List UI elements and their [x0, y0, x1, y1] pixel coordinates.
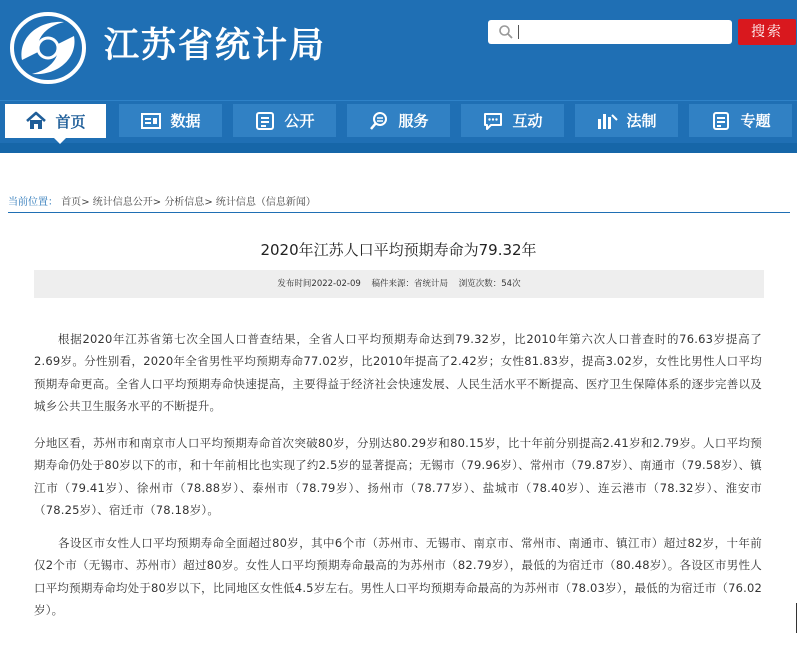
search-button[interactable]: 搜索 — [738, 19, 796, 45]
nav-bottom-strip — [0, 143, 797, 153]
nav-item-data[interactable] — [119, 104, 222, 137]
law-icon — [596, 111, 618, 131]
data-icon — [140, 111, 162, 131]
breadcrumb-item-stats-open[interactable]: 统计信息公开 — [92, 197, 153, 208]
search-input[interactable] — [518, 23, 718, 41]
nav-item-home[interactable] — [5, 104, 106, 138]
breadcrumb-separator: > — [204, 197, 216, 208]
article-title: 2020年江苏人口平均预期寿命为79.32年 — [260, 241, 537, 259]
article-paragraph: 分地区看，苏州市和南京市人口平均预期寿命首次突破80岁，分别达80.29岁和80.15岁，比十年前分别提高2.41岁和2.79岁。人口平均预期寿命仍处于80岁以下的市，和十年前相比也实现了约2.5岁的显著提高；无锡市（79.96岁）、常州市（79.87岁）、南通市（79.58岁）、镇江市（79.41岁）、徐州市（78.88岁）、泰州市（78.79岁）、扬州市（78.77岁）、盐城市（78.40岁）、连云港市（78.32岁）、淮安市（78.25岁）、宿迁市（78.18岁）。 — [34, 436, 762, 517]
nav-item-interact[interactable] — [461, 104, 564, 137]
breadcrumb-separator: > — [152, 197, 165, 208]
open-icon — [254, 111, 276, 131]
nav-item-topic[interactable] — [689, 104, 792, 137]
view-count: 浏览次数：54次 — [458, 279, 521, 289]
topic-icon — [710, 111, 732, 131]
breadcrumb — [8, 193, 316, 208]
breadcrumb-lead: 当前位置： — [8, 197, 58, 208]
chat-icon — [482, 111, 504, 131]
article-paragraph: 根据2020年江苏省第七次全国人口普查结果，全省人口平均预期寿命达到79.32岁，比2010年第六次人口普查时的76.63岁提高了2.69岁。分性别看，2020年全省男性平均预期寿命77.02岁，比2010年提高了2.42岁；女性81.83岁，提高3.02岁，女性比男性人口平均预期寿命更高。全省人口平均预期寿命快速提高，主要得益于经济社会快速发展、人民生活水平不断提高、医疗卫生保障体系的逐步完善以及城乡公共卫生服务水平的不断提升。 — [34, 332, 762, 413]
breadcrumb-item-home[interactable]: 首页 — [61, 197, 82, 208]
breadcrumb-separator: > — [81, 197, 93, 208]
stats-bureau-logo[interactable] — [8, 8, 88, 88]
breadcrumb-item-analysis[interactable]: 分析信息 — [164, 197, 205, 208]
home-icon — [25, 111, 47, 131]
nav-item-label: 数据 — [170, 112, 201, 130]
article-source: 稿件来源：省统计局 — [371, 279, 449, 289]
nav-item-label: 首页 — [55, 112, 86, 131]
nav-item-label: 法制 — [626, 112, 657, 130]
nav-item-label: 互动 — [512, 112, 543, 130]
nav-item-open[interactable] — [233, 104, 336, 137]
site-title: 江苏省统计局 — [104, 25, 327, 66]
site-header — [0, 0, 797, 100]
nav-item-label: 专题 — [740, 112, 771, 130]
search-box — [488, 20, 732, 44]
nav-active-pointer — [53, 137, 67, 144]
article-meta-bar — [34, 270, 764, 298]
article-paragraph: 各设区市女性人口平均预期寿命全面超过80岁，其中6个市（苏州市、无锡市、南京市、常州市、南通市、镇江市）超过82岁，十年前仅2个市（无锡市、苏州市）超过80岁。女性人口平均预期寿命最高的为苏州市（82.79岁），最低的为宿迁市（80.48岁）。各设区市男性人口平均预期寿命均处于80岁以下，比同地区女性低4.5岁左右。男性人口平均预期寿命最高的为苏州市（78.03岁），最低的为宿迁市（76.02岁）。 — [34, 536, 762, 617]
search-icon — [498, 24, 514, 40]
service-icon — [368, 111, 390, 131]
breadcrumb-divider — [8, 212, 790, 213]
nav-item-law[interactable] — [575, 104, 678, 137]
nav-item-label: 公开 — [284, 112, 315, 130]
text-caret — [518, 25, 519, 39]
breadcrumb-item-news[interactable]: 统计信息（信息新闻） — [215, 197, 316, 208]
publish-date: 发布时间2022-02-09 — [277, 279, 361, 289]
nav-item-service[interactable] — [347, 104, 450, 137]
nav-item-label: 服务 — [398, 112, 429, 130]
